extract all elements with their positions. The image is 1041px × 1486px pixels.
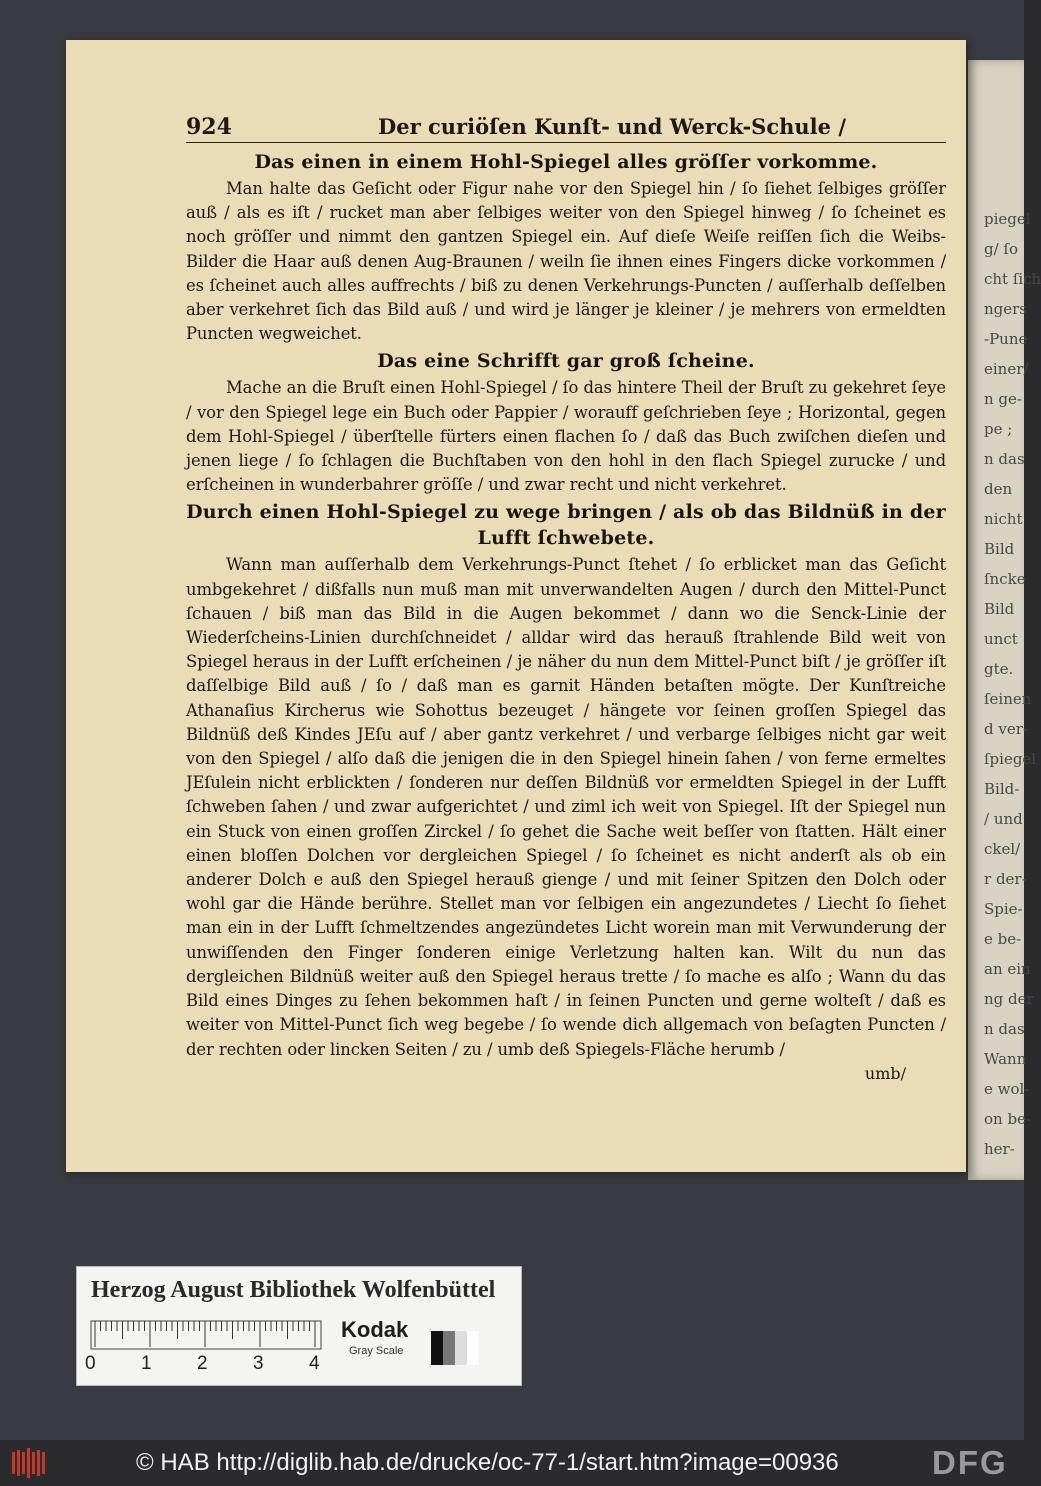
facing-page-fragment: r der-	[984, 870, 1027, 888]
facing-page-fragment: d ver-	[984, 720, 1028, 738]
facing-page-fragment: nicht	[984, 510, 1023, 528]
facing-page-fragment: ſpiegel	[984, 750, 1037, 768]
facing-page-fragment: n das	[984, 1020, 1025, 1038]
facing-page-fragment: e wol-	[984, 1080, 1030, 1098]
facing-page-fragment: Spie-	[984, 900, 1023, 918]
hab-barcode-icon	[12, 1448, 46, 1478]
facing-page-fragment: g/ ſo	[984, 240, 1019, 258]
facing-page-fragment: -Pune	[984, 330, 1028, 348]
ruler-icon	[91, 1321, 321, 1349]
facing-page-fragment: ng der	[984, 990, 1034, 1008]
kodak-logo: Kodak	[341, 1317, 409, 1342]
footer-copyright-url[interactable]: © HAB http://diglib.hab.de/drucke/oc-77-1/start.htm?image=00936	[136, 1449, 839, 1476]
facing-page-fragment: ckel/	[984, 840, 1021, 858]
ruler-number: 0	[85, 1353, 96, 1374]
section-heading: Durch einen Hohl-Spiegel zu wege bringen / als ob das Bildnüß in der Lufft ſchwebete.	[186, 501, 946, 550]
section-heading: Das eine Schrifft gar groß ſcheine.	[377, 350, 755, 373]
ruler-number: 3	[253, 1353, 264, 1374]
section-paragraph: Man halte das Geſicht oder Figur nahe vor den Spiegel hin / ſo ſiehet ſelbiges gröſſer auß / als es iſt / rucket man aber ſelbiges weiter von den Spiegel hinweg / ſo ſcheinet es noch gröſſer und nimmt den gantzen Spiegel ein. Auf dieſe Weiſe reiſſen ſich die Weibs-Bilder die Haar auß denen Aug-Braunen / weiln ſie ihnen eines Fingers dicke vorkommen / es ſcheinet auch alles auffrechts / biß zu denen Verkehrungs-Puncten / auſſerhalb deſſelben aber verkehret ſich das Bild auß / und wird je länger je kleiner / je mehrers von ermeldten Puncten wegweichet.	[186, 179, 946, 344]
footer-bar	[0, 1440, 1024, 1486]
facing-page-fragment: an ein	[984, 960, 1031, 978]
facing-page-fragment: her-	[984, 1140, 1015, 1158]
ruler-number: 1	[141, 1353, 152, 1374]
facing-page-edge	[968, 60, 1041, 1180]
facing-page-fragment: gte.	[984, 660, 1014, 678]
section-heading: Das einen in einem Hohl-Spiegel alles gröſſer vorkomme.	[254, 151, 878, 173]
facing-page-fragment: n ge-	[984, 390, 1022, 408]
facing-page-fragment: Wann	[984, 1050, 1027, 1068]
facing-page-fragment: pe ;	[984, 420, 1013, 438]
book-page	[66, 40, 966, 1172]
facing-page-fragment: on be-	[984, 1110, 1032, 1128]
facing-page-fragment: e be-	[984, 930, 1022, 948]
facing-page-fragment: ſeinen	[984, 690, 1032, 708]
facing-page-fragment: piegel	[984, 210, 1031, 228]
ruler-number: 4	[309, 1353, 320, 1374]
running-head-title: Der curiöſen Kunſt- und Werck-Schule /	[378, 114, 846, 139]
facing-page-fragment: n das	[984, 450, 1025, 468]
library-name: Herzog August Bibliothek Wolfenbüttel	[91, 1277, 496, 1303]
facing-page-fragment: einer/	[984, 360, 1029, 378]
page-text-block	[186, 114, 946, 1083]
sections	[186, 149, 946, 1062]
library-color-card	[76, 1266, 522, 1386]
dfg-logo: DFG	[932, 1444, 1008, 1481]
ruler-number: 2	[197, 1353, 208, 1374]
ruler-numbers	[85, 1353, 325, 1377]
facing-page-fragment: ngers	[984, 300, 1028, 318]
facing-page-fragment: unct	[984, 630, 1018, 648]
facing-page-fragment: Bild	[984, 540, 1015, 558]
catchword: umb/	[864, 1063, 906, 1083]
section-paragraph: Wann man auſſerhalb dem Verkehrungs-Punct ſtehet / ſo erblicket man das Geſicht umbgekehret / dißfalls nun muß man mit unverwandelten Augen / durch den Mittel-Punct ſchauen / biß man das Bild in die Augen bekommet / dann wo die Senck-Linie der Wiederſcheins-Linien durchſchneidet / alldar wird das herauß ſtrahlende Bild weit von Spiegel heraus in der Lufft erſcheinen / je näher du nun dem Mittel-Punct biſt / je gröſſer iſt daſſelbige Bild auß / ſo / daß man es garnit Händen betaſten mögte. Der Kunſtreiche Athanaſius Kircherus wie Sohottus bezeuget / hängete vor ſeinen groſſen Spiegel das Bildnüß deß Kindes JEſu auf / aber gantz verkehret / und verbarge ſelbiges nicht gar weit von den Spiegel / alſo daß die jenigen die in den Spiegel hinein ſahen / von ferne ermeltes JEſulein nicht erblickten / ſonderen nur deſſen Bildnüß vor ermeldten Spiegel in der Lufft ſchweben ſahen / und zwar aufgerichtet / und ziml ich weit von Spiegel. Iſt der Spiegel nun ein Stuck von einen groſſen Zirckel / ſo gehet die Sache weit beſſer von ſtatten. Hält einer einen bloſſen Dolchen vor dergleichen Spiegel / ſo ſcheinet es nicht anderſt als ob ein anderer Dolch e auß den Spiegel herauß gienge / und mit ſeiner Spitzen den Dolch oder wohl gar die Hände berühre. Stellet man vor ſelbigen ein angezundetes / Liecht ſo ſiehet man ein in der Lufft ſchmeltzendes angezündetes Licht worein man mit Verwunderung der unwiſſenden den Finger ſonderen einige Verletzung halten kan. Wilt du nun das dergleichen Bildnüß weiter auß den Spiegel heraus trette / ſo mache es alſo ; Wann du das Bild eines Dinges zu ſehen bekommen haſt / in ſeinen Puncten und gerne wolteſt / daß es weiter von Mittel-Punct ſich weg begebe / ſo wende dich allgemach von beſagten Puncten / der rechten oder lincken Seiten / zu / umb deß Spiegels-Fläche herumb /	[186, 555, 946, 1059]
facing-page-fragment: cht ſich	[984, 270, 1041, 288]
gray-scale-swatches	[431, 1331, 479, 1365]
facing-page-fragment: den	[984, 480, 1013, 498]
facing-page-fragment: Bild-	[984, 780, 1020, 798]
kodak-gray-scale-label: Gray Scale	[349, 1345, 404, 1357]
facing-page-fragment: / und	[984, 810, 1023, 828]
facing-page-fragment: ſncke	[984, 570, 1026, 588]
facing-page-fragment: Bild	[984, 600, 1015, 618]
section-paragraph: Mache an die Bruſt einen Hohl-Spiegel / ſo das hintere Theil der Bruſt zu gekehret ſeye / vor den Spiegel lege ein Buch oder Pappier / worauff geſchrieben ſeye ; Horizontal, gegen dem Hohl-Spiegel / überſtelle fürters einen flachen ſo / daß das Buch zwiſchen dieſen und jenen liege / ſo ſchlagen die Buchſtaben von den hohl in den flach Spiegel zurucke / und erſcheinen in wunderbahrer gröſſe / und zwar recht und nicht verkehret.	[186, 378, 946, 495]
page-number: 924	[186, 114, 232, 140]
running-head	[186, 114, 946, 143]
